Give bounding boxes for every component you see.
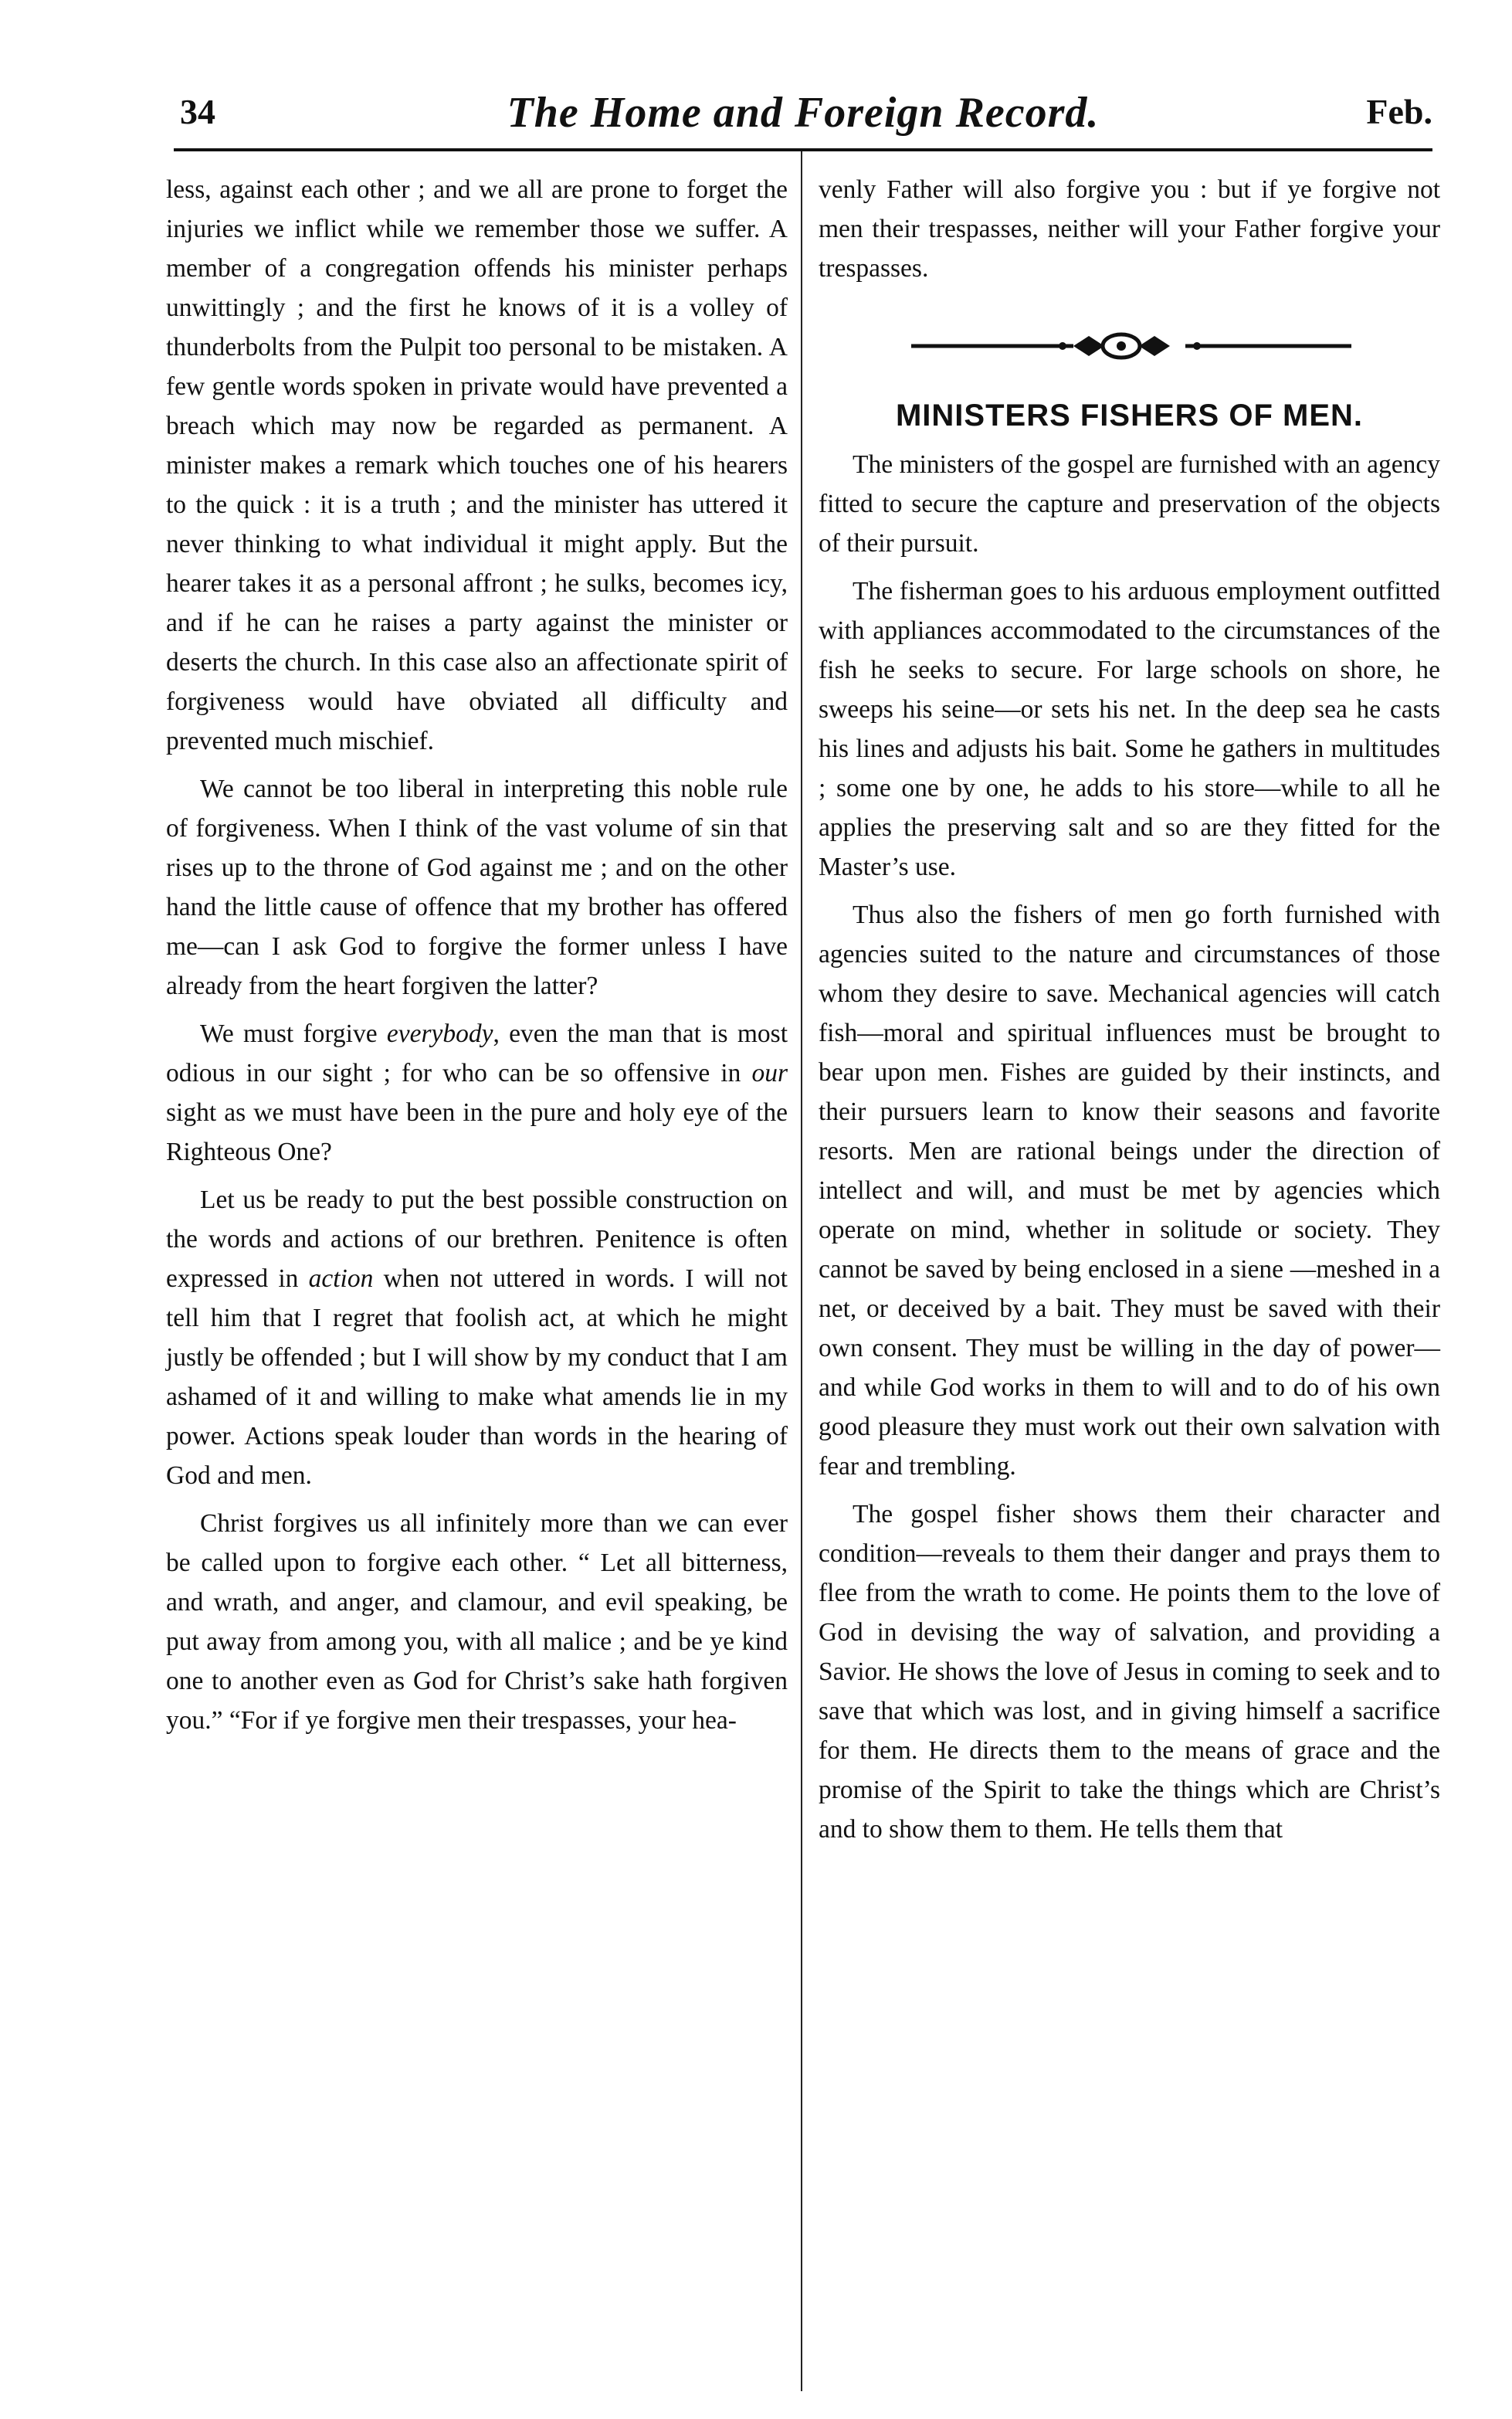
paragraph: The ministers of the gospel are furnished with an agency fitted to secure the capture and preservation of the objects of their pursuit. bbox=[819, 450, 1440, 558]
paragraph bbox=[166, 1014, 788, 1172]
emphasis: action bbox=[308, 1264, 374, 1293]
page-header bbox=[174, 83, 1432, 145]
running-title: The Home and Foreign Record. bbox=[507, 89, 1100, 137]
section-divider-ornament bbox=[819, 311, 1440, 381]
paragraph-text: sight as we must have been in the pure and holy eye of the Righteous One? bbox=[166, 1098, 788, 1166]
paragraph-text: , even the man that is most odious in our sight ; for who can be so offensive in bbox=[166, 1020, 788, 1087]
paragraph-text: Let us be ready to put the best possible construction on the words and actions of our brethren. Penitence is often expressed in bbox=[166, 1186, 788, 1293]
header-rule bbox=[174, 148, 1432, 151]
paragraph: venly Father will also forgive you : but if ye forgive not men their trespasses, neither will your Father forgive your trespasses. bbox=[819, 175, 1440, 283]
article-title: MINISTERS FISHERS OF MEN. bbox=[895, 399, 1364, 433]
emphasis: everybody bbox=[386, 1020, 493, 1048]
emphasis: our bbox=[751, 1059, 788, 1087]
paragraph: less, against each other ; and we all are prone to forget the injuries we inflict while we remember those we suffer. A member of a congregation offends his minister perhaps unwittingly ; and the first he knows of it is a volley of thunderbolts from the Pulpit too personal to be mistaken. A few gentle words spoken in private would have prevented a breach which may now be regarded as permanent. A minister makes a remark which touches one of his hearers to the quick : it is a truth ; and the minister has uttered it never thinking to what individual it might apply. But the hearer takes it as a personal affront ; he sulks, becomes icy, and if he can he raises a party against the minister or deserts the church. In this case also an affectionate spirit of forgiveness would have obviated all difficulty and prevented much mischief. bbox=[166, 175, 788, 755]
paragraph-text: when not uttered in words. I will not tell him that I regret that foolish act, at which he might justly be offended ; but I will show by my conduct that I am ashamed of it and willing to make what amends lie in my power. Actions speak louder than words in the hearing of God and men. bbox=[166, 1264, 788, 1490]
left-column bbox=[166, 170, 788, 1749]
right-column bbox=[819, 170, 1440, 1858]
page-number: 34 bbox=[180, 92, 215, 131]
paragraph: Christ forgives us all infinitely more than we can ever be called upon to forgive each other. “ Let all bitterness, and wrath, and anger, and clamour, and evil speaking, be put away from among you, with all malice ; and be ye kind one to another even as God for Christ’s sake hath forgiven you.” “For if ye forgive men their trespasses, your hea- bbox=[166, 1509, 788, 1735]
paragraph: The fisherman goes to his arduous employment outfitted with appliances accommodated to the circumstances of the fish he seeks to secure. For large schools on shore, he sweeps his seine—or sets his net. In the deep sea he casts his lines and adjusts his bait. Some he gathers in multitudes ; some one by one, he adds to his store—while to all he applies the preserving salt and so are they fitted for the Master’s use. bbox=[819, 577, 1440, 881]
paragraph: The gospel fisher shows them their character and condition—reveals to them their danger and prays them to flee from the wrath to come. He points them to the love of God in devising the way of salvation, and providing a Savior. He shows the love of Jesus in coming to seek and to save that which was lost, and in giving himself a sacrifice for them. He directs them to the means of grace and the promise of the Spirit to take the things which are Christ’s and to show them to them. He tells them that bbox=[819, 1500, 1440, 1844]
paragraph: Thus also the fishers of men go forth furnished with agencies suited to the nature and circumstances of those whom they desire to save. Mechanical agencies will catch fish—moral and spiritual influences must be brought to bear upon men. Fishes are guided by their instincts, and their pursuers learn to know their seasons and favorite resorts. Men are rational beings under the direction of intellect and will, and must be met by agencies which operate on mind, whether in solitude or society. They cannot be saved by being enclosed in a siene —meshed in a net, or deceived by a bait. They must be saved with their own consent. They must be willing in the day of power—and while God works in them to will and to do of his own good pleasure they must work out their own salvation with fear and trembling. bbox=[819, 901, 1440, 1481]
paragraph bbox=[166, 1180, 788, 1495]
running-month: Feb. bbox=[1366, 92, 1432, 131]
paragraph: We cannot be too liberal in interpreting this noble rule of forgiveness. When I think of the vast volume of sin that rises up to the throne of God against me ; and on the other hand the little cause of offence that my brother has offered me—can I ask God to forgive the former unless I have already from the heart forgiven the latter? bbox=[166, 775, 788, 1000]
paragraph-text: We must forgive bbox=[200, 1020, 387, 1048]
column-divider bbox=[801, 151, 802, 2391]
